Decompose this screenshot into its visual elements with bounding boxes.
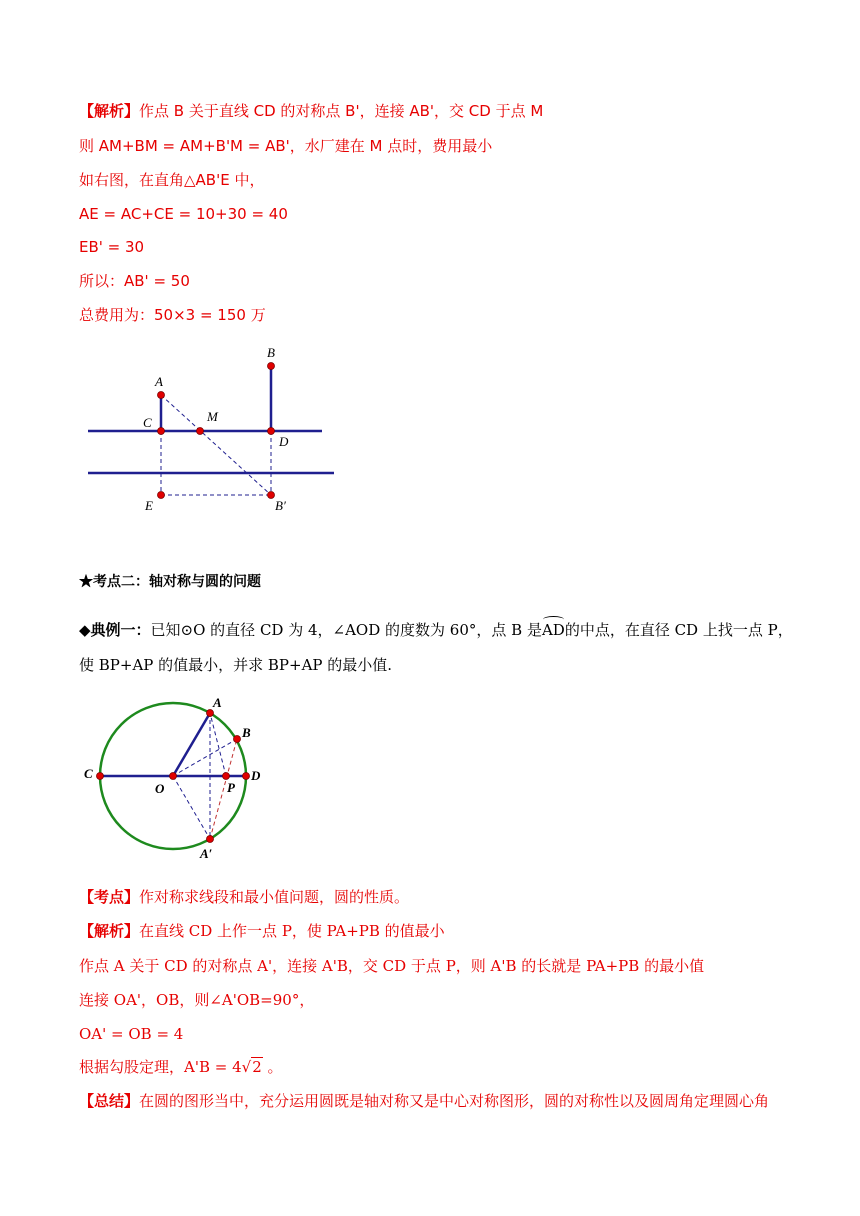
label-b: B: [267, 345, 275, 360]
solution-suffix: 。: [262, 1058, 283, 1076]
label-a: A: [155, 374, 163, 389]
problem-line-2: 使 BP+AP 的值最小，并求 BP+AP 的最小值.: [79, 656, 393, 674]
point-m: [197, 428, 204, 435]
point-e: [158, 492, 165, 499]
dashed-oa-prime: [173, 776, 210, 839]
example-tag: ◆典例一：: [79, 621, 151, 639]
solution-line-4: [79, 1057, 283, 1077]
label-a-prime: A′: [200, 846, 213, 861]
arc-ad: AD: [541, 621, 565, 639]
analysis-text: 作点 B 关于直线 CD 的对称点 B'，连接 AB'，交 CD 于点 M: [139, 102, 544, 120]
analysis-tag: 【解析】: [79, 102, 140, 120]
analysis-text: 在直线 CD 上作一点 P，使 PA+PB 的值最小: [139, 922, 445, 940]
label-b-prime: B′: [275, 498, 286, 513]
point-o: [170, 773, 177, 780]
kaodian-text: 作对称求线段和最小值问题，圆的性质。: [139, 888, 410, 906]
analysis-line-4: AE = AC+CE = 10+30 = 40: [79, 205, 288, 223]
point-b-prime: [268, 492, 275, 499]
analysis-line-2: 则 AM+BM = AM+B'M = AB'，水厂建在 M 点时，费用最小: [79, 137, 493, 155]
circle-diagram: [0, 680, 300, 870]
point-d: [268, 428, 275, 435]
summary-text: 在圆的图形当中，充分运用圆既是轴对称又是中心对称图形，圆的对称性以及圆周角定理圆心角: [139, 1092, 770, 1110]
analysis-tag: 【解析】: [79, 922, 140, 940]
solution-prefix: 根据勾股定理，A'B = 4: [79, 1058, 242, 1076]
analysis-line-5: EB' = 30: [79, 238, 145, 256]
label-b: B: [242, 725, 251, 740]
analysis-line-6: 所以：AB' = 50: [79, 272, 190, 290]
radius-oa: [173, 713, 210, 776]
sqrt-radicand: 2: [252, 1058, 262, 1076]
sqrt-symbol: √: [241, 1058, 252, 1076]
kaodian-tag: 【考点】: [79, 888, 140, 906]
point-p: [223, 773, 230, 780]
label-m: M: [207, 409, 218, 424]
solution-line-1: 作点 A 关于 CD 的对称点 A'，连接 A'B，交 CD 于点 P，则 A'B 的长就是 PA+PB 的最小值: [79, 957, 705, 975]
point-a-prime: [207, 836, 214, 843]
summary-tag: 【总结】: [79, 1092, 140, 1110]
label-p: P: [227, 780, 235, 795]
point-a: [207, 710, 214, 717]
analysis-line-7: 总费用为：50×3 = 150 万: [79, 306, 266, 324]
point-c: [158, 428, 165, 435]
solution-line-3: OA' = OB = 4: [79, 1025, 184, 1043]
label-d: D: [279, 434, 289, 449]
solution-line-2: 连接 OA'，OB，则∠A'OB=90°，: [79, 991, 315, 1009]
section-heading: ★考点二：轴对称与圆的问题: [79, 574, 261, 590]
river-diagram: [0, 0, 860, 560]
label-o: O: [155, 781, 165, 796]
label-c: C: [84, 766, 93, 781]
label-d: D: [251, 768, 261, 783]
label-c: C: [143, 415, 152, 430]
point-d: [243, 773, 250, 780]
label-a: A: [213, 695, 222, 710]
problem-part-1: 已知⊙O 的直径 CD 为 4，∠AOD 的度数为 60°，点 B 是: [150, 621, 542, 639]
problem-line-1: [79, 620, 793, 640]
point-b: [234, 736, 241, 743]
analysis-line: [79, 921, 445, 941]
kaodian-line: [79, 887, 409, 907]
label-e: E: [145, 498, 153, 513]
point-c: [97, 773, 104, 780]
summary-line: [79, 1091, 769, 1111]
analysis-line-3: 如右图，在直角△AB'E 中，: [79, 171, 265, 189]
point-b: [268, 363, 275, 370]
point-a: [158, 392, 165, 399]
problem-part-2: 的中点，在直径 CD 上找一点 P，: [564, 621, 793, 639]
